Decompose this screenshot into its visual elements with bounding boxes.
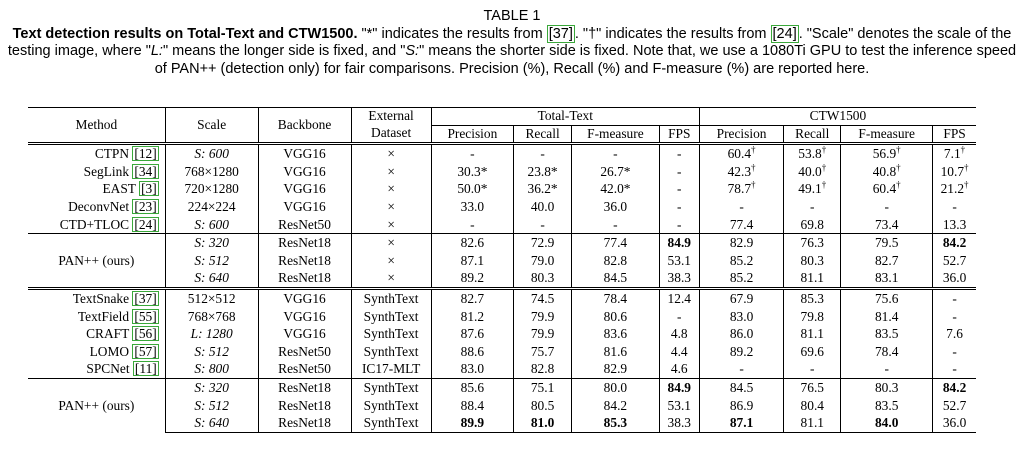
value-cell: 83.1 xyxy=(841,269,933,288)
value-cell: 85.2 xyxy=(699,269,783,288)
value-cell: 36.0 xyxy=(942,270,967,286)
method-name: CTD+TLOC xyxy=(59,216,130,232)
method-name: SPCNet xyxy=(86,361,130,377)
value-cell: 42.0* xyxy=(572,180,660,198)
header-backbone: Backbone xyxy=(258,108,351,144)
method-cell-ours: PAN++ (ours) xyxy=(28,234,165,289)
citation-link[interactable]: [37] xyxy=(548,25,573,42)
value-cell: 40.0 xyxy=(514,198,572,216)
value-cell: 79.9 xyxy=(514,325,572,343)
value-cell: 79.8 xyxy=(784,308,841,326)
value-cell: 49.1† xyxy=(784,180,841,198)
value-cell: 56.9† xyxy=(841,144,933,163)
method-cell xyxy=(28,198,165,216)
value-cell: 60.4† xyxy=(841,180,933,198)
value-cell: 12.4 xyxy=(659,288,699,307)
citation-link[interactable]: [55] xyxy=(134,308,157,324)
value-cell: 78.4 xyxy=(572,288,660,307)
header-group-ctw1500: CTW1500 xyxy=(699,108,976,126)
external-cell: SynthText xyxy=(351,343,431,361)
method-name: LOMO xyxy=(89,343,130,359)
value-cell: 89.2 xyxy=(431,269,513,288)
results-table-wrapper xyxy=(28,107,976,433)
value-cell: - xyxy=(784,198,841,216)
subheader-cell: Precision xyxy=(431,125,513,144)
scale-value: S: 320 xyxy=(194,235,229,251)
scale-cell: 768×768 xyxy=(165,308,258,326)
value-cell: 38.3 xyxy=(659,269,699,288)
value-cell: 69.8 xyxy=(784,216,841,234)
external-cell: SynthText xyxy=(351,308,431,326)
value-cell: 53.1 xyxy=(659,397,699,415)
dagger-mark: † xyxy=(821,144,827,155)
scale-cell xyxy=(165,269,258,288)
backbone-cell: ResNet18 xyxy=(258,397,351,415)
value-cell-best: 84.9 xyxy=(659,378,699,396)
value-cell: 75.6 xyxy=(841,288,933,307)
value-cell: 84.5 xyxy=(572,269,660,288)
backbone-cell: VGG16 xyxy=(258,198,351,216)
value-cell: 85.6 xyxy=(431,378,513,396)
value-cell: - xyxy=(514,216,572,234)
value-cell: 30.3* xyxy=(431,163,513,181)
external-cell: × xyxy=(351,180,431,198)
citation-link[interactable]: [56] xyxy=(134,326,157,342)
scale-cell xyxy=(165,325,258,343)
value-cell-best: 87.1 xyxy=(699,414,783,432)
value-cell-best: 81.0 xyxy=(514,414,572,432)
value-cell: 36.2* xyxy=(514,180,572,198)
external-cell: SynthText xyxy=(351,414,431,432)
caption-text-5: " means the shorter side is fixed. Note that, we use a 1080Ti GPU to test the inference speed of PAN++ (detection only) for fair comparisons. Precision (%), Recall (%) and F-measure (%) are reported here. xyxy=(154,43,1017,77)
backbone-cell: ResNet18 xyxy=(258,414,351,432)
value-cell: 53.1 xyxy=(659,252,699,270)
value-cell: - xyxy=(841,198,933,216)
dagger-mark: † xyxy=(960,144,966,155)
caption-symbol-s: S: xyxy=(405,43,420,59)
value-cell: 77.4 xyxy=(572,234,660,252)
scale-cell xyxy=(165,360,258,378)
value-cell: 85.2 xyxy=(699,252,783,270)
scale-cell xyxy=(165,378,258,396)
external-cell: × xyxy=(351,269,431,288)
scale-value: S: 512 xyxy=(194,343,229,359)
dagger-mark: † xyxy=(821,162,827,173)
value-cell: 81.4 xyxy=(841,308,933,326)
table-row xyxy=(28,163,976,181)
backbone-cell: ResNet50 xyxy=(258,216,351,234)
value-cell: 82.6 xyxy=(431,234,513,252)
citation-link[interactable]: [24] xyxy=(772,25,797,42)
dagger-mark: † xyxy=(751,179,756,190)
value-cell: - xyxy=(659,198,699,216)
value-cell: 88.4 xyxy=(431,397,513,415)
value-cell: 4.4 xyxy=(659,343,699,361)
citation-link[interactable]: [57] xyxy=(134,343,157,359)
dagger-mark: † xyxy=(751,162,756,173)
value-cell: - xyxy=(952,308,957,324)
value-cell: 72.9 xyxy=(514,234,572,252)
value-cell: 13.3 xyxy=(942,216,967,232)
backbone-cell: VGG16 xyxy=(258,163,351,181)
value-cell: 80.6 xyxy=(572,308,660,326)
value-cell: 75.7 xyxy=(514,343,572,361)
value-cell: - xyxy=(699,360,783,378)
table-row xyxy=(28,216,976,234)
dagger-mark: † xyxy=(896,162,901,173)
value-cell: 82.9 xyxy=(699,234,783,252)
scale-cell xyxy=(165,216,258,234)
citation-link[interactable]: [37] xyxy=(134,290,157,306)
value-cell: 86.0 xyxy=(699,325,783,343)
value-cell: 78.4 xyxy=(841,343,933,361)
caption-symbol-l: L: xyxy=(150,43,163,59)
value-cell: 87.1 xyxy=(431,252,513,270)
external-cell: IC17-MLT xyxy=(351,360,431,378)
value-cell: 73.4 xyxy=(841,216,933,234)
backbone-cell: ResNet18 xyxy=(258,252,351,270)
scale-value: S: 640 xyxy=(194,415,229,431)
value-cell: - xyxy=(699,198,783,216)
caption-title: Text detection results on Total-Text and CTW1500. xyxy=(12,25,358,42)
dagger-mark: † xyxy=(821,179,827,190)
table-row xyxy=(28,144,976,163)
value-cell: 82.7 xyxy=(841,252,933,270)
value-cell: 83.5 xyxy=(841,325,933,343)
value-cell: - xyxy=(952,361,957,377)
value-cell: 78.7† xyxy=(699,180,783,198)
results-table xyxy=(28,107,976,433)
method-name: CTPN xyxy=(94,146,130,162)
subheader-cell: FPS xyxy=(659,125,699,144)
citation-link[interactable]: [3] xyxy=(141,181,157,197)
value-cell-best: 84.9 xyxy=(659,234,699,252)
table-caption xyxy=(6,8,1018,78)
value-cell: 10.7† xyxy=(940,162,969,179)
backbone-cell: VGG16 xyxy=(258,180,351,198)
scale-value: S: 640 xyxy=(194,270,229,286)
value-cell: 80.3 xyxy=(514,269,572,288)
method-cell xyxy=(28,163,165,181)
method-cell xyxy=(28,360,165,378)
scale-value: S: 320 xyxy=(194,379,229,395)
value-cell: 81.6 xyxy=(572,343,660,361)
header-group-total-text: Total-Text xyxy=(431,108,699,126)
method-name: TextSnake xyxy=(72,290,130,306)
value-cell: 52.7 xyxy=(942,252,967,268)
method-name: EAST xyxy=(102,181,136,197)
value-cell: - xyxy=(431,216,513,234)
value-cell-best: 85.3 xyxy=(572,414,660,432)
dagger-mark: † xyxy=(896,144,901,155)
value-cell: 82.8 xyxy=(572,252,660,270)
citation-link[interactable]: [34] xyxy=(134,163,157,179)
citation-link[interactable]: [11] xyxy=(134,361,157,377)
dagger-mark: † xyxy=(964,162,969,173)
dagger-mark: † xyxy=(896,179,901,190)
citation-link[interactable]: [24] xyxy=(134,216,157,232)
value-cell: - xyxy=(572,216,660,234)
value-cell: 52.7 xyxy=(942,397,967,413)
value-cell: 84.5 xyxy=(699,378,783,396)
backbone-cell: ResNet18 xyxy=(258,234,351,252)
method-name: DeconvNet xyxy=(68,198,130,214)
value-cell: 83.6 xyxy=(572,325,660,343)
value-cell: 81.1 xyxy=(784,414,841,432)
value-cell-best: 84.2 xyxy=(933,234,976,252)
method-cell xyxy=(28,144,165,163)
table-row xyxy=(28,414,976,432)
value-cell: 82.7 xyxy=(431,288,513,307)
header-method: Method xyxy=(28,108,165,144)
scale-value: S: 512 xyxy=(194,397,229,413)
external-cell: SynthText xyxy=(351,325,431,343)
scale-value: S: 512 xyxy=(194,252,229,268)
value-cell: 88.6 xyxy=(431,343,513,361)
value-cell-best: 84.0 xyxy=(841,414,933,432)
external-cell: SynthText xyxy=(351,397,431,415)
backbone-cell: ResNet18 xyxy=(258,269,351,288)
method-cell xyxy=(28,308,165,326)
value-cell: 81.2 xyxy=(431,308,513,326)
table-row xyxy=(28,308,976,326)
method-cell-ours: PAN++ (ours) xyxy=(28,378,165,432)
backbone-cell: ResNet50 xyxy=(258,343,351,361)
scale-cell xyxy=(165,144,258,163)
method-cell xyxy=(28,288,165,307)
external-cell: × xyxy=(351,198,431,216)
value-cell: 67.9 xyxy=(699,288,783,307)
value-cell: 79.5 xyxy=(841,234,933,252)
scale-cell xyxy=(165,252,258,270)
method-name: CRAFT xyxy=(86,326,130,342)
value-cell: 87.6 xyxy=(431,325,513,343)
value-cell: - xyxy=(659,180,699,198)
external-cell: × xyxy=(351,144,431,163)
method-cell xyxy=(28,343,165,361)
subheader-cell: F-measure xyxy=(841,125,933,144)
table-row xyxy=(28,343,976,361)
value-cell: 79.9 xyxy=(514,308,572,326)
value-cell: 26.7* xyxy=(572,163,660,181)
value-cell: - xyxy=(514,144,572,163)
scale-cell xyxy=(165,397,258,415)
scale-value: S: 600 xyxy=(194,146,229,162)
scale-cell xyxy=(165,234,258,252)
value-cell: 53.8† xyxy=(784,144,841,163)
table-row xyxy=(28,234,976,252)
caption-text-3: . "Scale" denotes the scale of the testing image, where " xyxy=(7,25,1012,59)
value-cell: - xyxy=(933,288,976,307)
value-cell: 80.4 xyxy=(784,397,841,415)
value-cell: 82.8 xyxy=(514,360,572,378)
value-cell: 80.5 xyxy=(514,397,572,415)
value-cell: 74.5 xyxy=(514,288,572,307)
value-cell: - xyxy=(431,144,513,163)
backbone-cell: ResNet18 xyxy=(258,378,351,396)
external-cell: × xyxy=(351,252,431,270)
value-cell: 21.2† xyxy=(940,179,969,197)
value-cell: - xyxy=(952,343,957,359)
backbone-cell: VGG16 xyxy=(258,144,351,163)
value-cell: 76.5 xyxy=(784,378,841,396)
value-cell: 7.1† xyxy=(933,144,976,163)
caption-text-1: "*" indicates the results from xyxy=(357,25,547,42)
method-name: SegLink xyxy=(83,163,130,179)
value-cell: 81.1 xyxy=(784,269,841,288)
value-cell: 36.0 xyxy=(572,198,660,216)
value-cell: 76.3 xyxy=(784,234,841,252)
value-cell: 80.3 xyxy=(841,378,933,396)
scale-cell xyxy=(165,343,258,361)
value-cell: 7.6 xyxy=(946,326,963,342)
value-cell: - xyxy=(784,360,841,378)
subheader-cell: Recall xyxy=(514,125,572,144)
scale-cell: 720×1280 xyxy=(165,180,258,198)
backbone-cell: ResNet50 xyxy=(258,360,351,378)
value-cell: - xyxy=(659,216,699,234)
external-cell: × xyxy=(351,163,431,181)
value-cell: 4.8 xyxy=(659,325,699,343)
value-cell: 40.8† xyxy=(841,163,933,181)
value-cell: - xyxy=(659,144,699,163)
scale-cell xyxy=(165,414,258,432)
method-name: TextField xyxy=(77,308,130,324)
value-cell: 83.5 xyxy=(841,397,933,415)
value-cell: - xyxy=(841,360,933,378)
value-cell: 42.3† xyxy=(699,163,783,181)
value-cell: 83.0 xyxy=(431,360,513,378)
caption-text-2: . "†" indicates the results from xyxy=(574,25,771,42)
citation-link[interactable]: [12] xyxy=(134,146,157,162)
value-cell: 83.0 xyxy=(699,308,783,326)
header-external-2: Dataset xyxy=(351,125,431,144)
value-cell: 4.6 xyxy=(659,360,699,378)
external-cell: SynthText xyxy=(351,378,431,396)
value-cell: 36.0 xyxy=(933,414,976,432)
value-cell: - xyxy=(659,308,699,326)
subheader-cell: Precision xyxy=(699,125,783,144)
value-cell: 80.3 xyxy=(784,252,841,270)
value-cell: - xyxy=(952,198,957,214)
value-cell: 40.0† xyxy=(784,163,841,181)
table-row xyxy=(28,180,976,198)
value-cell: 86.9 xyxy=(699,397,783,415)
scale-value: S: 800 xyxy=(194,361,229,377)
value-cell: 33.0 xyxy=(431,198,513,216)
value-cell: 38.3 xyxy=(659,414,699,432)
value-cell: 77.4 xyxy=(699,216,783,234)
subheader-cell: F-measure xyxy=(572,125,660,144)
backbone-cell: VGG16 xyxy=(258,325,351,343)
value-cell: 75.1 xyxy=(514,378,572,396)
citation-link[interactable]: [23] xyxy=(134,198,157,214)
value-cell: - xyxy=(659,163,699,181)
value-cell: 60.4† xyxy=(699,144,783,163)
value-cell-best: 89.9 xyxy=(431,414,513,432)
table-row xyxy=(28,360,976,378)
dagger-mark: † xyxy=(751,144,756,155)
scale-cell: 224×224 xyxy=(165,198,258,216)
backbone-cell: VGG16 xyxy=(258,288,351,307)
backbone-cell: VGG16 xyxy=(258,308,351,326)
value-cell: 85.3 xyxy=(784,288,841,307)
subheader-cell: FPS xyxy=(943,125,966,141)
value-cell: 79.0 xyxy=(514,252,572,270)
table-row xyxy=(28,252,976,270)
scale-value: L: 1280 xyxy=(190,326,233,342)
table-label: TABLE 1 xyxy=(483,8,541,24)
value-cell: 50.0* xyxy=(431,180,513,198)
scale-cell: 512×512 xyxy=(165,288,258,307)
table-row xyxy=(28,378,976,396)
caption-text-4: " means the longer side is fixed, and " xyxy=(162,43,406,59)
value-cell: 23.8* xyxy=(514,163,572,181)
header-scale: Scale xyxy=(165,108,258,144)
external-cell: × xyxy=(351,216,431,234)
table-row xyxy=(28,288,976,307)
value-cell: 69.6 xyxy=(784,343,841,361)
header-external-1: External xyxy=(351,108,431,126)
external-cell: SynthText xyxy=(351,288,431,307)
dagger-mark: † xyxy=(964,179,969,190)
value-cell: 82.9 xyxy=(572,360,660,378)
value-cell: 81.1 xyxy=(784,325,841,343)
scale-value: S: 600 xyxy=(194,216,229,232)
method-cell xyxy=(28,216,165,234)
value-cell: 80.0 xyxy=(572,378,660,396)
method-cell xyxy=(28,325,165,343)
table-row xyxy=(28,269,976,288)
value-cell: - xyxy=(572,144,660,163)
value-cell: 84.2 xyxy=(572,397,660,415)
header-row xyxy=(28,108,976,126)
method-cell xyxy=(28,180,165,198)
table-row xyxy=(28,397,976,415)
scale-cell: 768×1280 xyxy=(165,163,258,181)
table-row xyxy=(28,325,976,343)
table-row xyxy=(28,198,976,216)
value-cell-best: 84.2 xyxy=(933,378,976,396)
external-cell: × xyxy=(351,234,431,252)
value-cell: 89.2 xyxy=(699,343,783,361)
subheader-cell: Recall xyxy=(784,125,841,144)
